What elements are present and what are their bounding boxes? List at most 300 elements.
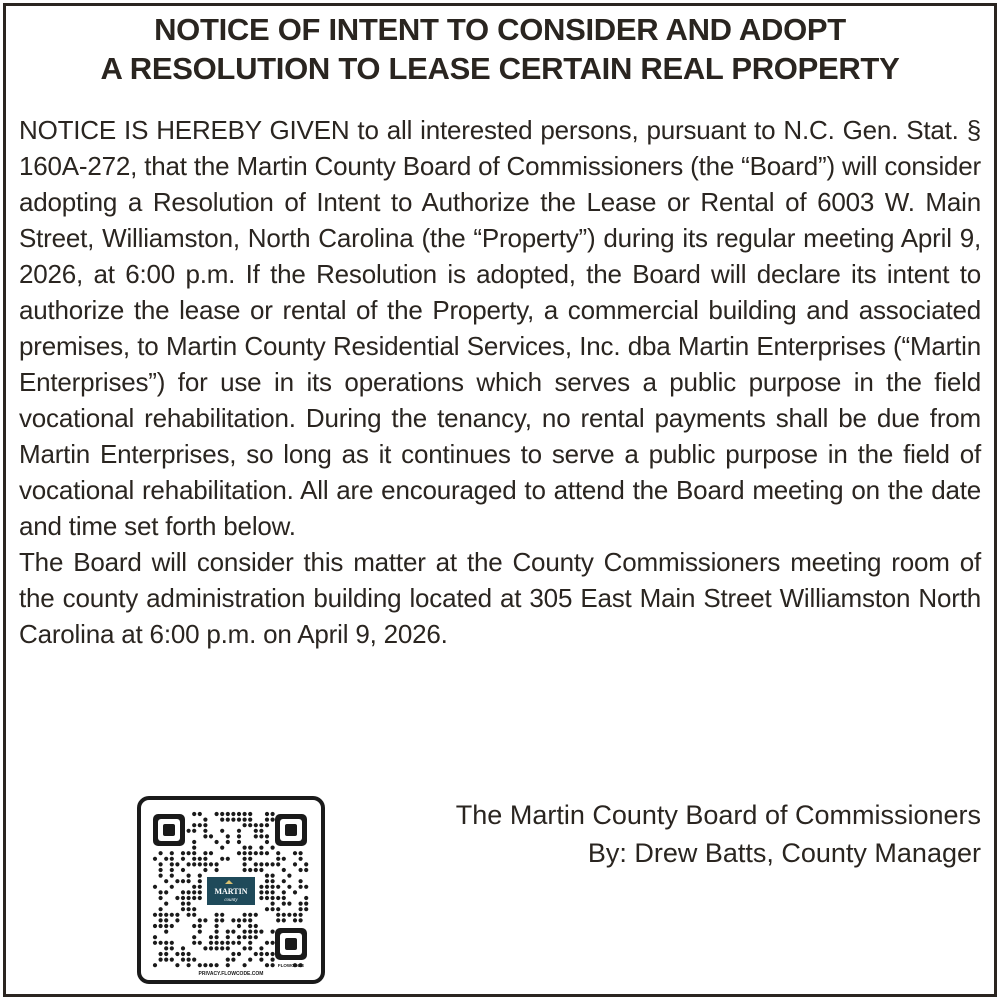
qr-module <box>226 812 230 816</box>
qr-module <box>181 868 185 872</box>
qr-module <box>259 823 263 827</box>
qr-module <box>215 812 219 816</box>
qr-module <box>282 868 286 872</box>
qr-module <box>215 868 219 872</box>
qr-module <box>293 913 297 917</box>
qr-module <box>259 946 263 950</box>
qr-module <box>192 885 196 889</box>
qr-module <box>187 829 191 833</box>
qr-module <box>299 918 303 922</box>
qr-module <box>170 851 174 855</box>
qr-module <box>243 913 247 917</box>
qr-module <box>243 946 247 950</box>
logo-text: MARTIN <box>214 887 248 896</box>
qr-module <box>248 846 252 850</box>
qr-module <box>259 890 263 894</box>
qr-module <box>198 896 202 900</box>
qr-module <box>198 963 202 967</box>
qr-module <box>198 812 202 816</box>
qr-module <box>209 941 213 945</box>
qr-module <box>164 879 168 883</box>
qr-module <box>192 924 196 928</box>
qr-module <box>203 963 207 967</box>
qr-module <box>175 879 179 883</box>
qr-module <box>164 902 168 906</box>
qr-module <box>237 918 241 922</box>
qr-module <box>181 857 185 861</box>
qr-module <box>271 902 275 906</box>
qr-module <box>276 862 280 866</box>
qr-module <box>187 862 191 866</box>
qr-module <box>170 874 174 878</box>
qr-module <box>226 834 230 838</box>
qr-module <box>203 868 207 872</box>
qr-module <box>187 963 191 967</box>
qr-module <box>231 812 235 816</box>
qr-module <box>259 896 263 900</box>
qr-module <box>192 846 196 850</box>
qr-module <box>159 868 163 872</box>
qr-module <box>192 851 196 855</box>
qr-module <box>248 924 252 928</box>
qr-module <box>271 907 275 911</box>
qr-module <box>181 902 185 906</box>
qr-module <box>237 840 241 844</box>
qr-module <box>198 823 202 827</box>
qr-module <box>271 958 275 962</box>
qr-module <box>248 930 252 934</box>
qr-module <box>293 890 297 894</box>
qr-module <box>276 851 280 855</box>
qr-module <box>209 862 213 866</box>
title-line-1: NOTICE OF INTENT TO CONSIDER AND ADOPT <box>154 12 846 47</box>
qr-module <box>243 963 247 967</box>
qr-module <box>243 862 247 866</box>
qr-module <box>181 890 185 894</box>
qr-module <box>159 941 163 945</box>
qr-module <box>282 857 286 861</box>
qr-module <box>187 890 191 894</box>
qr-module <box>265 941 269 945</box>
qr-module <box>254 829 258 833</box>
qr-module <box>259 885 263 889</box>
qr-module <box>153 941 157 945</box>
qr-module <box>192 907 196 911</box>
qr-module <box>164 918 168 922</box>
qr-module <box>198 885 202 889</box>
qr-module <box>220 829 224 833</box>
qr-module <box>248 818 252 822</box>
qr-module <box>243 818 247 822</box>
qr-module <box>254 952 258 956</box>
qr-module <box>198 930 202 934</box>
qr-module <box>187 952 191 956</box>
qr-module <box>265 907 269 911</box>
qr-module <box>153 913 157 917</box>
qr-module <box>276 857 280 861</box>
qr-module <box>187 907 191 911</box>
qr-module <box>203 918 207 922</box>
qr-module <box>159 874 163 878</box>
qr-module <box>226 857 230 861</box>
qr-module <box>153 963 157 967</box>
qr-module <box>259 834 263 838</box>
notice-title <box>0 10 1000 88</box>
qr-module <box>215 840 219 844</box>
qr-module <box>282 890 286 894</box>
qr-module <box>220 857 224 861</box>
qr-module <box>248 958 252 962</box>
qr-module <box>187 851 191 855</box>
qr-module <box>220 846 224 850</box>
qr-module <box>164 946 168 950</box>
qr-module <box>226 930 230 934</box>
qr-module <box>271 885 275 889</box>
qr-module <box>299 913 303 917</box>
qr-module <box>164 913 168 917</box>
qr-module <box>254 834 258 838</box>
qr-module <box>243 812 247 816</box>
qr-module <box>243 823 247 827</box>
qr-module <box>215 930 219 934</box>
qr-module <box>226 963 230 967</box>
qr-module <box>265 879 269 883</box>
qr-module <box>293 851 297 855</box>
qr-module <box>282 913 286 917</box>
qr-module <box>231 952 235 956</box>
signature-block <box>456 796 981 872</box>
qr-module <box>192 896 196 900</box>
qr-module <box>237 924 241 928</box>
qr-module <box>226 818 230 822</box>
qr-module <box>304 868 308 872</box>
qr-module <box>231 930 235 934</box>
qr-module <box>293 918 297 922</box>
qr-module <box>159 958 163 962</box>
qr-module <box>187 958 191 962</box>
qr-module <box>170 862 174 866</box>
qr-module <box>181 952 185 956</box>
qr-module <box>248 823 252 827</box>
qr-module <box>203 946 207 950</box>
qr-module <box>164 924 168 928</box>
qr-module <box>237 941 241 945</box>
qr-module <box>181 851 185 855</box>
qr-module <box>226 840 230 844</box>
qr-module <box>159 907 163 911</box>
qr-module <box>192 823 196 827</box>
qr-module <box>299 857 303 861</box>
qr-finder-bottom-right <box>275 928 307 960</box>
qr-module <box>248 941 252 945</box>
qr-module <box>237 829 241 833</box>
qr-module <box>203 818 207 822</box>
qr-module <box>254 868 258 872</box>
qr-module <box>181 896 185 900</box>
qr-module <box>187 902 191 906</box>
qr-module <box>153 857 157 861</box>
qr-module <box>226 941 230 945</box>
qr-module <box>265 818 269 822</box>
qr-module <box>304 862 308 866</box>
qr-module <box>164 930 168 934</box>
qr-module <box>237 812 241 816</box>
qr-module <box>209 935 213 939</box>
qr-module <box>243 868 247 872</box>
qr-module <box>271 862 275 866</box>
qr-module <box>220 918 224 922</box>
qr-code-graphic <box>141 800 321 980</box>
qr-module <box>259 930 263 934</box>
qr-module <box>192 958 196 962</box>
qr-module <box>231 918 235 922</box>
qr-module <box>215 941 219 945</box>
qr-module <box>259 862 263 866</box>
qr-module <box>237 834 241 838</box>
qr-module <box>175 913 179 917</box>
qr-module <box>187 913 191 917</box>
qr-module <box>215 913 219 917</box>
qr-module <box>276 918 280 922</box>
qr-module <box>276 913 280 917</box>
qr-module <box>198 862 202 866</box>
qr-module <box>282 902 286 906</box>
qr-module <box>192 862 196 866</box>
logo-subtext: county <box>224 898 238 903</box>
qr-module <box>198 857 202 861</box>
qr-module <box>215 862 219 866</box>
qr-module <box>259 829 263 833</box>
qr-module <box>271 952 275 956</box>
notice-body <box>19 112 981 652</box>
qr-module <box>226 958 230 962</box>
qr-module <box>170 885 174 889</box>
qr-module <box>170 868 174 872</box>
qr-module <box>254 935 258 939</box>
qr-module <box>265 812 269 816</box>
qr-module <box>159 952 163 956</box>
qr-module <box>181 946 185 950</box>
qr-module <box>265 952 269 956</box>
qr-module <box>299 851 303 855</box>
qr-module <box>198 924 202 928</box>
qr-module <box>226 935 230 939</box>
qr-module <box>248 913 252 917</box>
qr-module <box>259 868 263 872</box>
qr-module <box>282 879 286 883</box>
qr-module <box>254 823 258 827</box>
qr-module <box>215 935 219 939</box>
qr-module <box>254 930 258 934</box>
qr-module <box>299 907 303 911</box>
qr-finder-top-left <box>153 814 185 846</box>
qr-module <box>209 834 213 838</box>
qr-module <box>248 946 252 950</box>
qr-module <box>203 862 207 866</box>
qr-module <box>243 846 247 850</box>
qr-module <box>271 846 275 850</box>
qr-module <box>170 941 174 945</box>
qr-module <box>243 935 247 939</box>
qr-module <box>175 862 179 866</box>
qr-module <box>282 918 286 922</box>
qr-module <box>175 918 179 922</box>
qr-module <box>170 958 174 962</box>
signature-line-2: By: Drew Batts, County Manager <box>587 838 981 868</box>
qr-module <box>299 902 303 906</box>
qr-module <box>265 890 269 894</box>
qr-module <box>254 862 258 866</box>
qr-module <box>231 818 235 822</box>
qr-module <box>248 918 252 922</box>
qr-module <box>170 924 174 928</box>
qr-brand-text: FLOWCODE <box>277 963 305 968</box>
qr-module <box>237 818 241 822</box>
qr-module <box>248 868 252 872</box>
qr-module <box>209 851 213 855</box>
qr-module <box>220 946 224 950</box>
qr-module <box>159 924 163 928</box>
qr-module <box>265 896 269 900</box>
qr-module <box>220 941 224 945</box>
qr-module <box>254 851 258 855</box>
qr-module <box>181 879 185 883</box>
qr-module <box>265 840 269 844</box>
qr-module <box>271 812 275 816</box>
qr-module <box>271 890 275 894</box>
qr-module <box>159 862 163 866</box>
qr-module <box>192 829 196 833</box>
qr-module <box>271 818 275 822</box>
qr-module <box>243 918 247 922</box>
qr-module <box>237 851 241 855</box>
qr-module <box>304 896 308 900</box>
qr-module <box>192 935 196 939</box>
qr-module <box>271 896 275 900</box>
qr-module <box>287 885 291 889</box>
qr-module <box>259 851 263 855</box>
qr-module <box>192 941 196 945</box>
qr-module <box>304 902 308 906</box>
qr-module <box>243 930 247 934</box>
qr-module <box>170 913 174 917</box>
qr-module <box>304 885 308 889</box>
qr-module <box>175 896 179 900</box>
qr-module <box>159 896 163 900</box>
qr-module <box>170 857 174 861</box>
qr-module <box>175 952 179 956</box>
qr-module <box>192 857 196 861</box>
qr-module <box>192 840 196 844</box>
qr-module <box>304 907 308 911</box>
qr-module <box>209 946 213 950</box>
qr-module <box>187 896 191 900</box>
qr-module <box>259 846 263 850</box>
qr-module <box>248 857 252 861</box>
qr-module <box>203 851 207 855</box>
qr-module <box>164 941 168 945</box>
qr-footer-text: PRIVACY.FLOWCODE.COM <box>198 971 264 977</box>
qr-module <box>231 958 235 962</box>
qr-module <box>259 958 263 962</box>
qr-module <box>220 812 224 816</box>
qr-module <box>293 862 297 866</box>
qr-module <box>220 818 224 822</box>
qr-module <box>248 851 252 855</box>
qr-module <box>198 874 202 878</box>
qr-module <box>203 823 207 827</box>
qr-module <box>265 963 269 967</box>
qr-module <box>153 885 157 889</box>
qr-module <box>181 907 185 911</box>
notice-paragraph-1: NOTICE IS HEREBY GIVEN to all interested persons, pursuant to N.C. Gen. Stat. § 160A-272, that the Martin County Board of Commissioners (the “Board”) will consider adopting a Resolution of Intent to Authorize the Lease or Rental of 6003 W. Main Street, Williamston, North Carolina (the “Property”) during its regular meeting April 9, 2026, at 6:00 p.m. If the Resolution is adopted, the Board will declare its intent to authorize the lease or rental of the Property, a commercial building and associated premises, to Martin County Residential Services, Inc. dba Martin Enterprises (“Martin Enterprises”) for use in its operations which serves a public purpose in the field vocational rehabilitation. During the tenancy, no rental payments shall be due from Martin Enterprises, so long as it continues to serve a public purpose in the field of vocational rehabilitation. All are encouraged to attend the Board meeting on the date and time set forth below. <box>19 115 981 541</box>
qr-module <box>198 890 202 894</box>
qr-module <box>215 963 219 967</box>
qr-module <box>164 857 168 861</box>
signature-line-1: The Martin County Board of Commissioners <box>455 800 981 830</box>
qr-module <box>265 885 269 889</box>
qr-module <box>282 896 286 900</box>
qr-module <box>192 890 196 894</box>
qr-module <box>271 963 275 967</box>
qr-module <box>226 946 230 950</box>
qr-module <box>153 924 157 928</box>
qr-module <box>175 963 179 967</box>
qr-module <box>159 918 163 922</box>
qr-module <box>254 924 258 928</box>
qr-module <box>271 930 275 934</box>
qr-module <box>198 918 202 922</box>
qr-module <box>170 946 174 950</box>
qr-module <box>153 935 157 939</box>
qr-module <box>243 851 247 855</box>
qr-module <box>271 874 275 878</box>
qr-module <box>220 913 224 917</box>
qr-module <box>287 874 291 878</box>
qr-module <box>164 890 168 894</box>
qr-module <box>187 874 191 878</box>
qr-code[interactable] <box>137 796 325 984</box>
title-line-2: A RESOLUTION TO LEASE CERTAIN REAL PROPERTY <box>100 51 900 86</box>
qr-module <box>271 879 275 883</box>
qr-module <box>271 941 275 945</box>
qr-module <box>159 851 163 855</box>
qr-module <box>203 834 207 838</box>
qr-module <box>254 913 258 917</box>
qr-module <box>237 935 241 939</box>
qr-module <box>215 918 219 922</box>
qr-module <box>299 885 303 889</box>
qr-module <box>203 829 207 833</box>
qr-module <box>265 874 269 878</box>
qr-module <box>265 862 269 866</box>
qr-module <box>265 851 269 855</box>
qr-module <box>198 879 202 883</box>
qr-module <box>164 952 168 956</box>
qr-module <box>237 952 241 956</box>
qr-module <box>187 879 191 883</box>
qr-module <box>299 879 303 883</box>
qr-module <box>248 812 252 816</box>
notice-paragraph-2: The Board will consider this matter at the County Commissioners meeting room of the county administration building located at 305 East Main Street Williamston North Carolina at 6:00 p.m. on April 9, 2026. <box>19 547 981 649</box>
qr-module <box>287 902 291 906</box>
qr-module <box>181 958 185 962</box>
qr-module <box>159 913 163 917</box>
qr-module <box>209 963 213 967</box>
qr-module <box>215 924 219 928</box>
qr-module <box>231 941 235 945</box>
qr-module <box>265 834 269 838</box>
